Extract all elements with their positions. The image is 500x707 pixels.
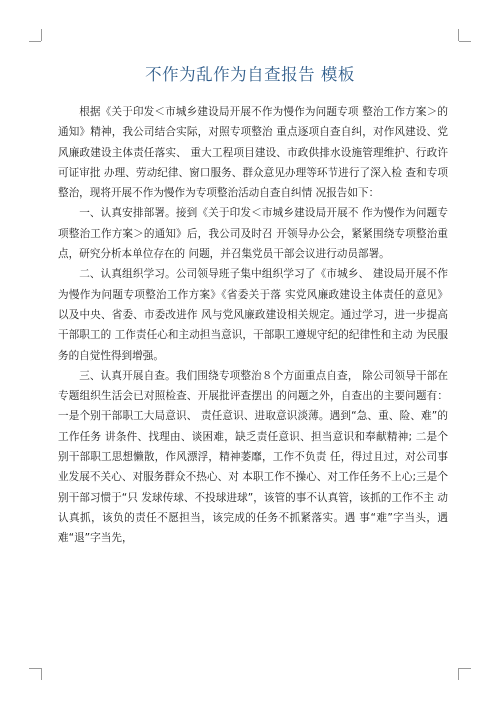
paragraph-section-1: 一、认真安排部署。接到《关于印发＜市城乡建设局开展不 作为慢作为问题专项整治工作方案＞的通知》后，我公司及时召 开领导办公会，紧紧围绕专项整治重点，研究分析本单位存在的 问题，并召集党员干部会议进行动员部署。 [58, 207, 448, 261]
crop-mark [458, 29, 459, 41]
paragraph-section-3: 三、认真开展自查。我们围绕专项整治８个方面重点自查， 除公司领导干部在专题组织生活会已对照检查、开展批评查摆出 的问题之外，自查出的主要问题有：一是个别干部职工大局意识、 责任意识、进取意识淡薄。遇到“急、重、险、难”的工作任务 讲条件、找理由、谈困难，缺乏责任意识、担当意识和奉献精神; 二是个别干部职工思想懒散，作风漂浮，精神萎靡，工作不负责 任，得过且过，对公司事业发展不关心、对服务群众不热心、对 本职工作不操心、对工作任务不上心;三是个别干部习惯于“只 发球传球、不投球进球”，该管的事不认真管，该抓的工作不主 动认真抓，该负的责任不愿担当，该完成的任务不抓紧落实。遇 事“难”字当头，遇难“退”字当先， [58, 369, 448, 545]
crop-mark [41, 668, 42, 680]
document-body [58, 102, 448, 549]
crop-mark [458, 668, 459, 680]
crop-mark [29, 668, 41, 669]
paragraph-intro: 根据《关于印发＜市城乡建设局开展不作为慢作为问题专项 整治工作方案＞的通知》精神，我公司结合实际，对照专项整治 重点逐项自查自纠，对作风建设、党风廉政建设主体责任落实、 重大工程项目建设、市政供排水设施管理维护、行政许可证审批 办理、劳动纪律、窗口服务、群众意见办理等环节进行了深入检 查和专项整治，现将开展不作为慢作为专项整治活动自查自纠情 况报告如下： [58, 106, 448, 200]
crop-mark [41, 29, 42, 41]
paragraph-section-2: 二、认真组织学习。公司领导班子集中组织学习了《市城乡、 建设局开展不作为慢作为问题专项整治工作方案》《省委关于落 实党风廉政建设主体责任的意见》以及中央、省委、市委改进作 风与党风廉政建设相关规定。通过学习，进一步提高干部职工的 工作责任心和主动担当意识，干部职工遵规守纪的纪律性和主动 为民服务的自觉性得到增强。 [58, 268, 448, 362]
crop-mark [459, 668, 471, 669]
crop-mark [459, 41, 471, 42]
document-title: 不作为乱作为自查报告 模板 [145, 65, 355, 84]
crop-mark [29, 41, 41, 42]
